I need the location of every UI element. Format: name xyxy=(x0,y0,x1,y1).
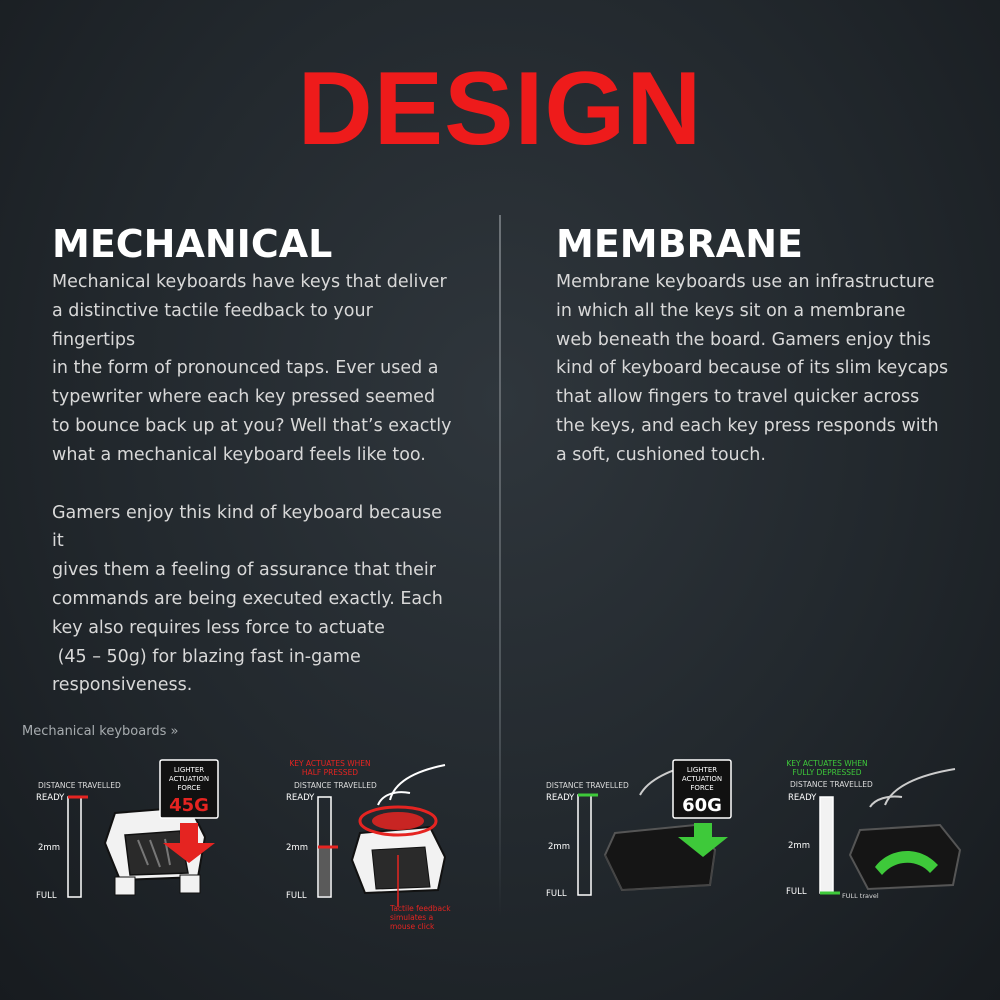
svg-text:KEY ACTUATES WHEN: KEY ACTUATES WHEN xyxy=(289,759,371,768)
svg-text:mouse click: mouse click xyxy=(390,922,435,931)
mid-label: 2mm xyxy=(286,843,308,853)
travel-fill xyxy=(319,847,330,896)
svg-text:simulates a: simulates a xyxy=(390,913,434,922)
membrane-description xyxy=(556,268,956,499)
svg-text:FORCE: FORCE xyxy=(690,784,714,792)
full-label: FULL xyxy=(546,889,567,899)
membrane-paragraph: Membrane keyboards use an infrastructure in which all the keys sit on a membrane web beneath the board. Gamers enjoy this kind of keyboard because of its slim keycaps that allow fingers to travel quicker across the keys, and each key press responds with a soft, cushioned touch. xyxy=(556,272,949,465)
distance-label: DISTANCE TRAVELLED xyxy=(790,780,873,789)
travel-gauge xyxy=(68,797,81,897)
page-title: DESIGN xyxy=(297,51,703,167)
full-label: FULL xyxy=(36,891,57,901)
mechanical-rest-diagram xyxy=(20,755,250,915)
finger-outline xyxy=(390,765,445,800)
mid-label: 2mm xyxy=(38,843,60,853)
svg-text:FULLY DEPRESSED: FULLY DEPRESSED xyxy=(792,768,862,777)
svg-text:ACTUATION: ACTUATION xyxy=(168,775,210,783)
full-label: FULL xyxy=(786,887,807,897)
distance-label: DISTANCE TRAVELLED xyxy=(294,781,377,790)
mid-label: 2mm xyxy=(548,842,570,852)
svg-text:ACTUATION: ACTUATION xyxy=(681,775,723,783)
force-value: 60G xyxy=(682,795,722,816)
travel-gauge-full xyxy=(820,797,833,893)
force-value: 45G xyxy=(169,795,209,816)
membrane-pressed-diagram xyxy=(770,755,995,915)
mechanical-paragraph-1: Mechanical keyboards have keys that deliver a distinctive tactile feedback to your fingertips in the form of pronounced taps. Ever used a typewriter where each key pressed seemed to bounce back up at you? Well that’s exactly what a mechanical keyboard feels like too. xyxy=(52,272,452,465)
mechanical-pressed-diagram xyxy=(270,755,490,935)
ready-label: READY xyxy=(36,793,65,803)
membrane-rest-diagram xyxy=(530,755,760,915)
ready-label: READY xyxy=(788,793,817,803)
mechanical-keyboards-caption: Mechanical keyboards » xyxy=(22,724,179,739)
svg-text:LIGHTER: LIGHTER xyxy=(686,766,718,774)
svg-text:Tactile feedback: Tactile feedback xyxy=(390,904,451,913)
finger-outline xyxy=(885,769,955,805)
full-travel-label: FULL travel xyxy=(842,892,879,900)
membrane-heading: MEMBRANE xyxy=(556,222,803,266)
switch-body xyxy=(372,847,430,889)
travel-gauge xyxy=(578,795,591,895)
svg-text:KEY ACTUATES WHEN: KEY ACTUATES WHEN xyxy=(786,759,868,768)
svg-text:FORCE: FORCE xyxy=(177,784,201,792)
distance-label: DISTANCE TRAVELLED xyxy=(546,781,629,790)
svg-text:LIGHTER: LIGHTER xyxy=(173,766,205,774)
svg-text:HALF PRESSED: HALF PRESSED xyxy=(301,768,359,777)
mechanical-description xyxy=(52,268,452,729)
mid-label: 2mm xyxy=(788,841,810,851)
mechanical-paragraph-2: Gamers enjoy this kind of keyboard because it gives them a feeling of assurance that their commands are being executed exactly. Each key also requires less force to actuate (45 – 50g) for blazing fast in-game responsiveness. xyxy=(52,502,443,696)
full-label: FULL xyxy=(286,891,307,901)
distance-label: DISTANCE TRAVELLED xyxy=(38,781,121,790)
ready-label: READY xyxy=(286,793,315,803)
mechanical-heading: MECHANICAL xyxy=(52,222,333,266)
column-divider xyxy=(499,215,501,915)
stem-right xyxy=(180,875,200,893)
stem-left xyxy=(115,877,135,895)
ready-label: READY xyxy=(546,793,575,803)
